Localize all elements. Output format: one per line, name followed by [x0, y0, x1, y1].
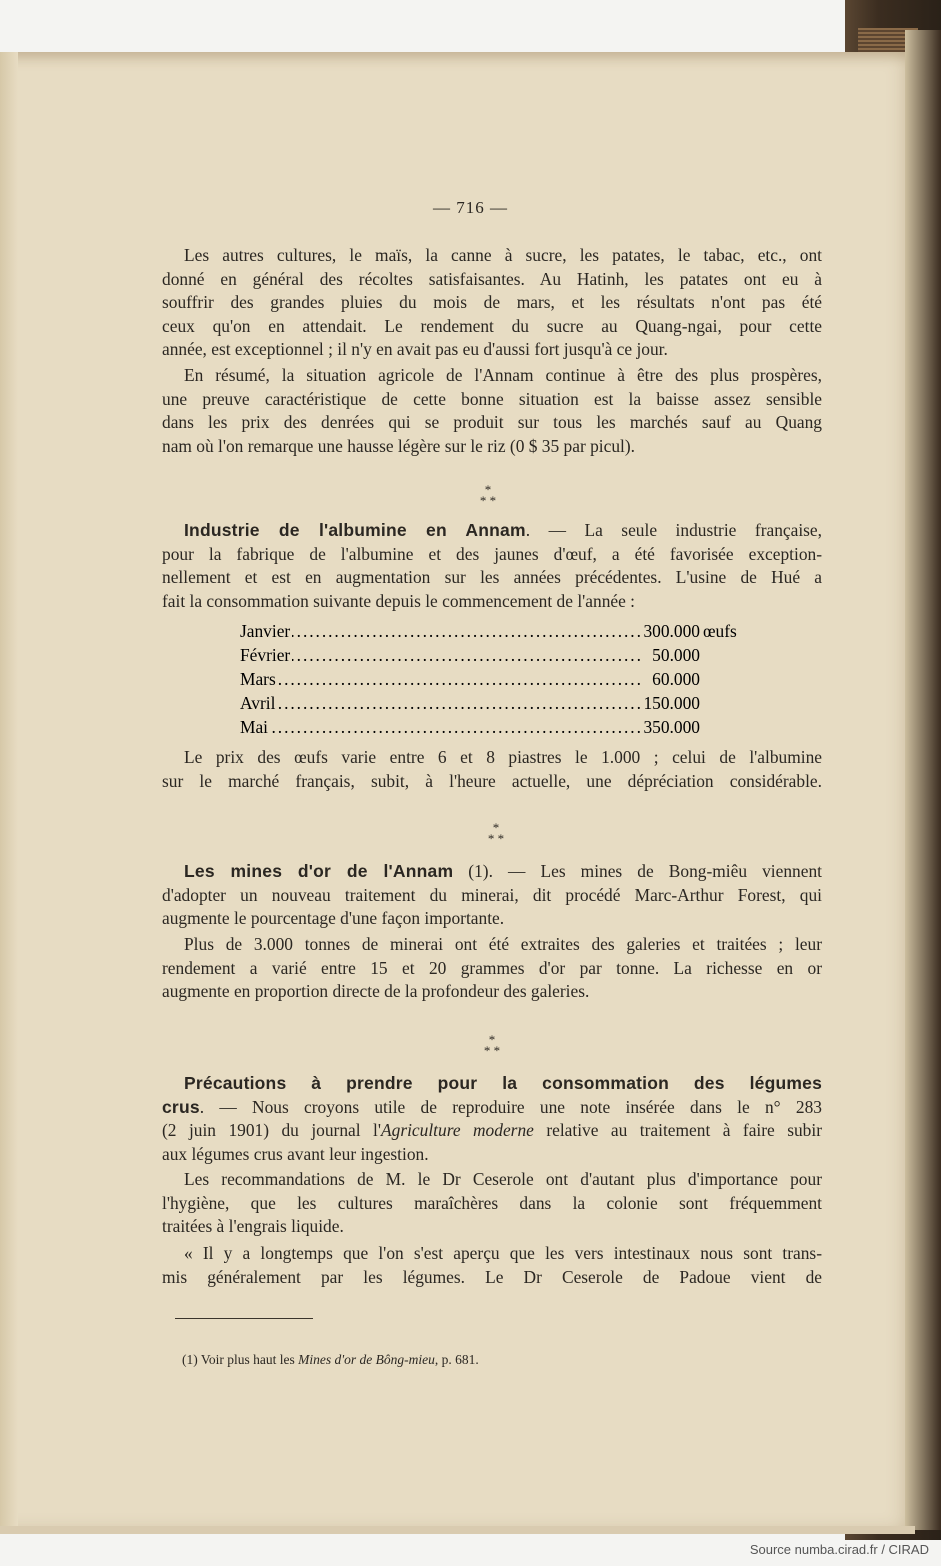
paragraph-gold-yield [162, 933, 822, 1004]
paragraph-other-crops [162, 244, 822, 362]
text-line: aux légumes crus avant leur ingestion. [162, 1143, 429, 1164]
section-separator [458, 484, 518, 506]
leader-dots [240, 693, 640, 714]
section-first-line [162, 519, 822, 543]
text-line: l'hygiène, que les cultures maraîchères dans la colonie sont fréquemment [162, 1192, 822, 1213]
section-separator [462, 1034, 522, 1056]
table-row [240, 669, 760, 693]
text-line: augmente le pourcentage d'une façon importante. [162, 908, 505, 928]
text-line: nam où l'on remarque une hausse légère sur le riz (0 $ 35 par picul). [162, 435, 635, 456]
text-line: rendement a varié entre 15 et 20 grammes d'or par tonne. La richesse en or [162, 957, 822, 978]
journal-title: Agriculture moderne [381, 1120, 534, 1140]
paragraph-recommendations [162, 1168, 822, 1239]
egg-count: 150.000 [643, 693, 700, 713]
text-line: En résumé, la situation agricole de l'Annam continue à être des plus prospères, [184, 365, 822, 385]
text-fragment: (2 juin 1901) du journal l' [162, 1120, 382, 1140]
source-credit: Source numba.cirad.fr / CIRAD [749, 1542, 929, 1557]
text-line: sur le marché français, subit, à l'heure actuelle, une dépréciation considérable. [162, 770, 822, 791]
section-separator [466, 822, 526, 844]
separator-star: * [488, 1032, 496, 1047]
section-heading: Précautions à prendre pour la consommation des légumes [184, 1073, 822, 1093]
text-line [162, 1096, 822, 1120]
text-line: mis généralement par les légumes. Le Dr Ceserole de Padoue vient de [162, 1266, 822, 1287]
section-vegetables [162, 1072, 822, 1166]
table-row [240, 717, 760, 741]
section-heading: Les mines d'or de l'Annam [184, 861, 454, 881]
text-line: Les autres cultures, le maïs, la canne à sucre, les patates, le tabac, etc., ont [184, 245, 822, 265]
text-line: pour la fabrique de l'albumine et des jaunes d'œuf, a été favorisée exception- [162, 543, 822, 564]
month-label: Mars [240, 669, 276, 689]
text-line: traitées à l'engrais liquide. [162, 1216, 344, 1236]
separator-stars: * * [483, 1043, 501, 1058]
egg-count: 60.000 [652, 669, 700, 689]
text-fragment: (1). — Les mines de Bong-miêu viennent [453, 861, 822, 881]
text-line: nellement et est en augmentation sur les années précédentes. L'usine de Hué a [162, 567, 822, 587]
text-line: fait la consommation suivante depuis le commencement de l'année : [162, 590, 636, 611]
paragraph-summary [162, 364, 822, 458]
text-line: dans les prix des denrées qui se produit sur tous les marchés sauf au Quang [162, 412, 822, 432]
section-albumine [162, 519, 822, 613]
text-line: ceux qu'on en attendait. Le rendement du sucre au Quang-ngai, pour cette [162, 315, 822, 336]
text-line: « Il y a longtemps que l'on s'est aperçu que les vers intestinaux nous sont trans- [184, 1243, 822, 1263]
month-label: Février [240, 645, 291, 665]
text-line: une preuve caractéristique de cette bonne situation est la baisse assez sensible [162, 388, 822, 409]
table-row [240, 621, 760, 645]
leader-dots [240, 717, 640, 738]
section-heading-end: crus [162, 1096, 200, 1117]
text-line: Les recommandations de M. le Dr Ceserole ont d'autant plus d'importance pour [184, 1169, 822, 1189]
separator-star: * [484, 482, 492, 497]
text-fragment: . — La seule industrie française, [525, 520, 823, 540]
section-first-line [162, 860, 822, 884]
table-row [240, 645, 760, 669]
page-gutter [0, 52, 18, 1532]
page-right-edge [905, 30, 941, 1530]
page-bottom-edge [0, 1526, 915, 1534]
text-line: Le prix des œufs varie entre 6 et 8 piastres le 1.000 ; celui de l'albumine [184, 747, 822, 767]
footnote-text: (1) Voir plus haut les [182, 1352, 299, 1367]
paragraph-quote [162, 1242, 822, 1289]
egg-consumption-table [240, 621, 760, 741]
egg-count: 50.000 [652, 645, 700, 665]
text-line: souffrir des grandes pluies du mois de mars, et les résultats n'ont pas été [162, 292, 822, 312]
text-fragment: relative au traitement à faire subir [533, 1120, 822, 1140]
section-heading: Industrie de l'albumine en Annam [184, 520, 526, 540]
egg-count: 300.000 [643, 621, 700, 641]
footnote-reference-title: Mines d'or de Bông-mieu [298, 1352, 435, 1367]
text-line: Plus de 3.000 tonnes de minerai ont été extraites des galeries et traitées ; leur [184, 934, 822, 954]
footnote-rule [175, 1318, 313, 1319]
egg-unit: œufs [703, 621, 737, 641]
section-heading-line [162, 1072, 822, 1096]
text-line [162, 1119, 822, 1143]
paragraph-egg-price [162, 746, 822, 793]
separator-stars: * * [479, 493, 497, 508]
text-line: d'adopter un nouveau traitement du minerai, dit procédé Marc-Arthur Forest, qui [162, 884, 822, 905]
footnote [182, 1352, 479, 1368]
text-fragment: . — Nous croyons utile de reproduire une note insérée dans le n° 283 [199, 1096, 822, 1117]
table-row [240, 693, 760, 717]
separator-stars: * * [487, 831, 505, 846]
month-label: Janvier [240, 621, 291, 641]
section-gold-mines [162, 860, 822, 931]
leader-dots [240, 621, 640, 642]
text-line: augmente en proportion directe de la profondeur des galeries. [162, 981, 590, 1001]
leader-dots [240, 645, 640, 666]
separator-star: * [492, 820, 500, 835]
footnote-text: , p. 681. [434, 1352, 479, 1367]
leader-dots [240, 669, 640, 690]
month-label: Avril [240, 693, 276, 713]
page-number: — 716 — [433, 198, 508, 217]
text-line: année, est exceptionnel ; il n'y en avait pas eu d'aussi fort jusqu'à ce jour. [162, 339, 668, 359]
egg-count: 350.000 [643, 717, 700, 737]
text-line: donné en général des récoltes satisfaisantes. Au Hatinh, les patates ont eu à [162, 268, 822, 289]
month-label: Mai [240, 717, 269, 737]
